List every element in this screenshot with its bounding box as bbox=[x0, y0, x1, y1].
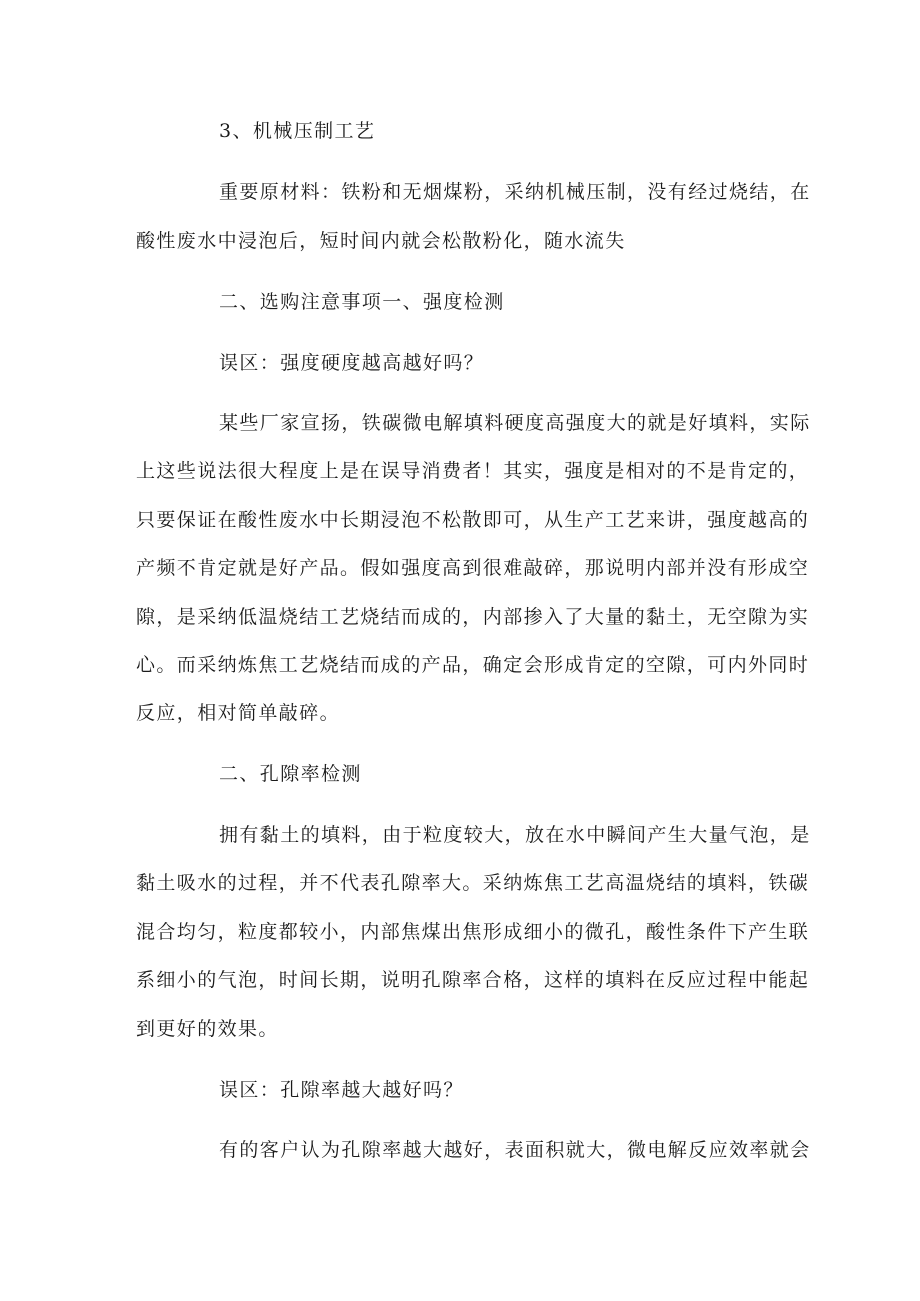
paragraph-line: 重要原材料：铁粉和无烟煤粉，采纳机械压制，没有经过烧结，在 bbox=[219, 181, 811, 203]
myth-heading-strength: 误区：强度硬度越高越好吗？ bbox=[219, 352, 485, 374]
paragraph-line: 拥有黏土的填料，由于粒度较大，放在水中瞬间产生大量气泡，是 bbox=[219, 824, 811, 846]
paragraph-line: 到更好的效果。 bbox=[136, 1018, 279, 1040]
paragraph-line: 酸性废水中浸泡后，短时间内就会松散粉化，随水流失 bbox=[136, 230, 626, 252]
paragraph-line: 隙，是采纳低温烧结工艺烧结而成的，内部掺入了大量的黏土，无空隙为实 bbox=[136, 606, 810, 628]
section-heading-purchase-notes: 二、选购注意事项一、强度检测 bbox=[219, 291, 505, 313]
paragraph-line: 系细小的气泡，时间长期，说明孔隙率合格，这样的填料在反应过程中能起 bbox=[136, 969, 810, 991]
paragraph-line: 黏土吸水的过程，并不代表孔隙率大。采纳炼焦工艺高温烧结的填料，铁碳 bbox=[136, 872, 810, 894]
paragraph-line: 混合均匀，粒度都较小，内部焦煤出焦形成细小的微孔，酸性条件下产生联 bbox=[136, 921, 810, 943]
paragraph-line: 只要保证在酸性废水中长期浸泡不松散即可，从生产工艺来讲，强度越高的 bbox=[136, 509, 810, 531]
paragraph-line: 产频不肯定就是好产品。假如强度高到很难敲碎，那说明内部并没有形成空 bbox=[136, 557, 810, 579]
paragraph-line: 反应，相对简单敲碎。 bbox=[136, 702, 341, 724]
paragraph-line: 某些厂家宣扬，铁碳微电解填料硬度高强度大的就是好填料，实际 bbox=[219, 412, 811, 434]
paragraph-line: 有的客户认为孔隙率越大越好，表面积就大，微电解反应效率就会 bbox=[219, 1139, 811, 1161]
paragraph-line: 上这些说法很大程度上是在误导消费者！其实，强度是相对的不是肯定的， bbox=[136, 460, 810, 482]
section-heading-mechanical-pressing: 3、机械压制工艺 bbox=[219, 120, 376, 142]
paragraph-line: 心。而采纳炼焦工艺烧结而成的产品，确定会形成肯定的空隙，可内外同时 bbox=[136, 654, 810, 676]
section-heading-porosity: 二、孔隙率检测 bbox=[219, 763, 362, 785]
myth-heading-porosity: 误区：孔隙率越大越好吗？ bbox=[219, 1079, 464, 1101]
